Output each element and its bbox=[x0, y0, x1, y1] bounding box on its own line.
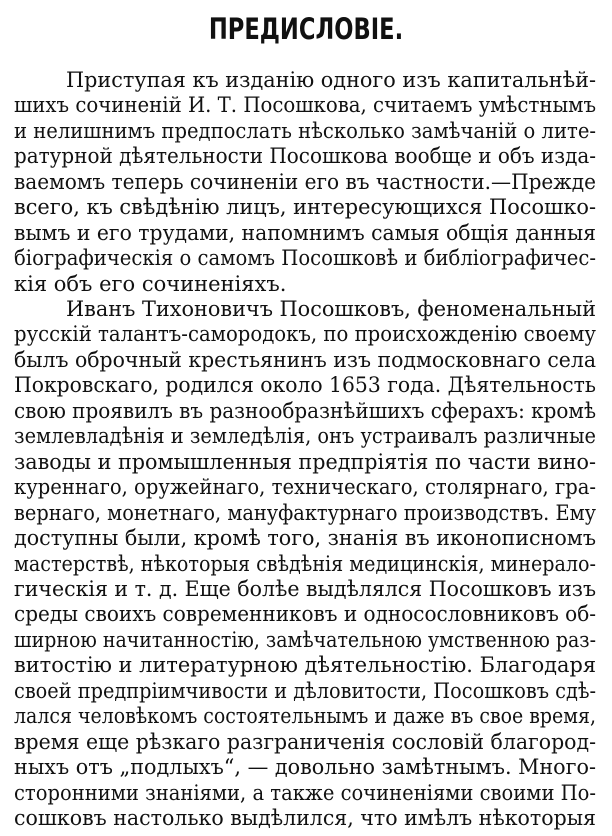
text-line: Приступая къ изданію одного изъ капитальнѣй- bbox=[66, 68, 596, 92]
text-line: вымъ и его трудами, напомнимъ самыя общія данныя bbox=[14, 221, 596, 245]
text-line: былъ оброчный крестьянинъ изъ подмосковнаго села bbox=[14, 348, 596, 372]
text-line: шихъ сочиненій И. Т. Посошкова, считаемъ умѣстнымъ bbox=[14, 93, 596, 117]
page-title: ПРЕДИСЛОВІЕ. bbox=[208, 12, 404, 46]
text-line: всего, къ свѣдѣнію лицъ, интересующихся Посошко- bbox=[14, 195, 596, 219]
text-line: сторонними знаніями, а также сочиненіями своими По- bbox=[14, 781, 596, 805]
text-line: біографическія о самомъ Посошковѣ и библіографичес- bbox=[14, 246, 596, 270]
text-line: вернаго, монетнаго, мануфактурнаго производствъ. Ему bbox=[14, 501, 596, 525]
text-line: ратурной дѣятельности Посошкова вообще и объ изда- bbox=[14, 144, 596, 168]
text-line: лался человѣкомъ состоятельнымъ и даже въ свое время, bbox=[14, 704, 596, 728]
text-line: витостію и литературною дѣятельностію. Благодаря bbox=[14, 653, 596, 677]
text-line: мастерствѣ, нѣкоторыя свѣдѣнія медицинскія, минерало- bbox=[14, 552, 596, 576]
text-line: заводы и промышленныя предпріятія по части вино- bbox=[14, 450, 596, 474]
text-line: доступны были, кромѣ того, знанія въ иконописномъ bbox=[14, 526, 596, 550]
text-line: куреннаго, оружейнаго, техническаго, столярнаго, гра- bbox=[14, 475, 596, 499]
text-line: Иванъ Тихоновичъ Посошковъ, феноменальный bbox=[66, 297, 596, 321]
text-line: Покровскаго, родился около 1653 года. Дѣятельность bbox=[14, 373, 596, 397]
text-line: сошковъ настолько выдѣлился, что имѣлъ нѣкоторыя bbox=[14, 806, 596, 830]
text-line: свою проявилъ въ разнообразнѣйшихъ сферахъ: кромѣ bbox=[14, 399, 596, 423]
text-line: ныхъ отъ „подлыхъ“, — довольно замѣтнымъ. Много- bbox=[14, 755, 596, 779]
text-line: гическія и т. д. Еще болѣе выдѣлялся Посошковъ изъ bbox=[14, 577, 596, 601]
text-line: среды своихъ современниковъ и односословниковъ об- bbox=[14, 602, 596, 626]
text-line: ваемомъ теперь сочиненіи его въ частности.—Прежде bbox=[14, 170, 596, 194]
text-line: своей предпріимчивости и дѣловитости, Посошковъ сдѣ- bbox=[14, 679, 596, 703]
text-line: кія объ его сочиненіяхъ. bbox=[14, 272, 287, 296]
text-line: и нелишнимъ предпослать нѣсколько замѣчаній о лите- bbox=[14, 119, 596, 143]
text-line: время еще рѣзкаго разграниченія сословій благород- bbox=[14, 730, 596, 754]
text-line: ширною начитанностію, замѣчательною умственною раз- bbox=[14, 628, 596, 652]
text-line: русскій талантъ-самородокъ, по происхожденію своему bbox=[14, 322, 596, 346]
text-line: землевладѣнія и земледѣлія, онъ устраивалъ различные bbox=[14, 424, 596, 448]
